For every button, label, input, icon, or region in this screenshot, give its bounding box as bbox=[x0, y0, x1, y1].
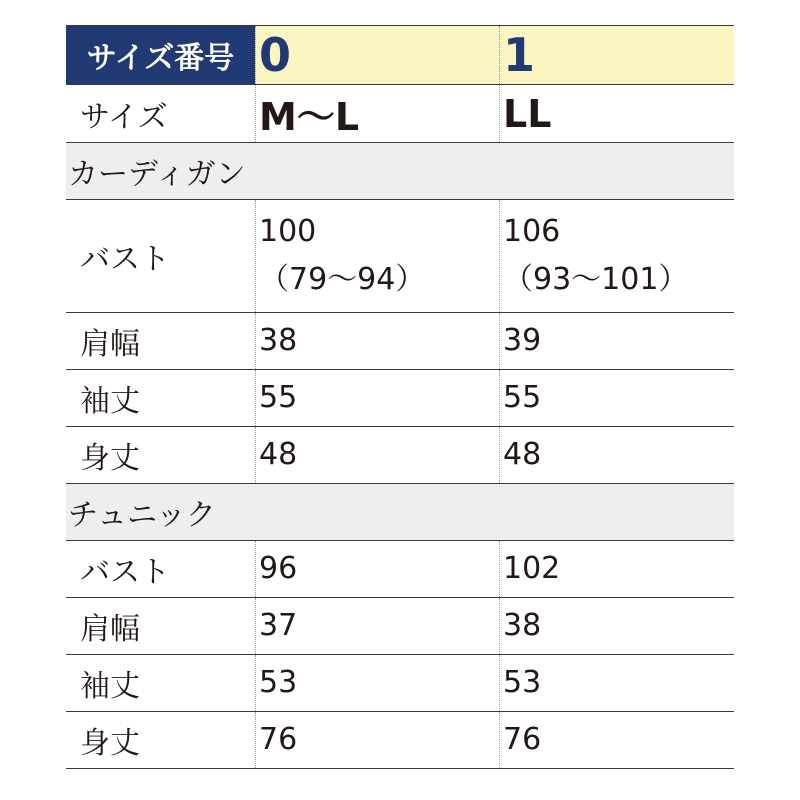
row-label: 肩幅 bbox=[80, 327, 140, 362]
row-value bbox=[255, 427, 499, 483]
size-value-1-text: LL bbox=[503, 91, 552, 136]
row-value bbox=[499, 427, 734, 483]
size-number-label: サイズ番号 bbox=[66, 26, 255, 84]
value-main: 100 bbox=[259, 214, 317, 249]
row-value bbox=[255, 370, 499, 426]
size-value-1 bbox=[499, 85, 734, 142]
table-row bbox=[66, 598, 734, 655]
section-title: チュニック bbox=[68, 498, 216, 533]
section-cardigan bbox=[66, 143, 734, 200]
row-value bbox=[255, 712, 499, 768]
size-number-0 bbox=[255, 26, 499, 84]
value-main: 38 bbox=[259, 323, 298, 358]
section-title: カーディガン bbox=[68, 157, 246, 192]
value-main: 102 bbox=[503, 551, 561, 586]
value-main: 53 bbox=[259, 665, 298, 700]
size-number-1 bbox=[499, 26, 734, 84]
row-label: 袖丈 bbox=[80, 384, 140, 419]
row-label: 袖丈 bbox=[80, 669, 140, 704]
row-value bbox=[499, 200, 734, 312]
row-value bbox=[499, 541, 734, 597]
value-main: 48 bbox=[503, 437, 542, 472]
row-value bbox=[255, 655, 499, 711]
table-row bbox=[66, 427, 734, 484]
row-label: 身丈 bbox=[80, 726, 140, 761]
size-label: サイズ bbox=[80, 99, 168, 135]
value-main: 76 bbox=[503, 722, 542, 757]
row-label: バスト bbox=[80, 242, 170, 277]
row-value bbox=[255, 598, 499, 654]
row-label: 身丈 bbox=[80, 441, 140, 476]
row-label: 肩幅 bbox=[80, 612, 140, 647]
size-row bbox=[66, 85, 734, 143]
size-value-0-text: M～L bbox=[259, 95, 360, 139]
size-table bbox=[66, 25, 734, 769]
row-value bbox=[499, 598, 734, 654]
section-tunic bbox=[66, 484, 734, 541]
table-row bbox=[66, 541, 734, 598]
row-value bbox=[255, 200, 499, 312]
value-main: 96 bbox=[259, 551, 298, 586]
value-main: 37 bbox=[259, 608, 298, 643]
value-sub: （79～94） bbox=[259, 262, 426, 297]
value-main: 55 bbox=[503, 380, 542, 415]
value-sub: （93～101） bbox=[503, 262, 689, 297]
table-row bbox=[66, 655, 734, 712]
table-row bbox=[66, 370, 734, 427]
row-value bbox=[499, 712, 734, 768]
row-value bbox=[499, 370, 734, 426]
value-main: 39 bbox=[503, 323, 542, 358]
table-row bbox=[66, 313, 734, 370]
value-main: 48 bbox=[259, 437, 298, 472]
header-row bbox=[66, 25, 734, 85]
size-number-0-text: 0 bbox=[259, 28, 292, 82]
row-value bbox=[255, 313, 499, 369]
size-number-1-text: 1 bbox=[503, 28, 536, 82]
value-main: 106 bbox=[503, 214, 561, 249]
row-label: バスト bbox=[80, 555, 170, 590]
value-main: 76 bbox=[259, 722, 298, 757]
value-main: 55 bbox=[259, 380, 298, 415]
value-main: 38 bbox=[503, 608, 542, 643]
value-main: 53 bbox=[503, 665, 542, 700]
row-value bbox=[255, 541, 499, 597]
size-value-0 bbox=[255, 85, 499, 142]
row-value bbox=[499, 313, 734, 369]
table-row bbox=[66, 712, 734, 769]
table-row bbox=[66, 200, 734, 313]
row-value bbox=[499, 655, 734, 711]
